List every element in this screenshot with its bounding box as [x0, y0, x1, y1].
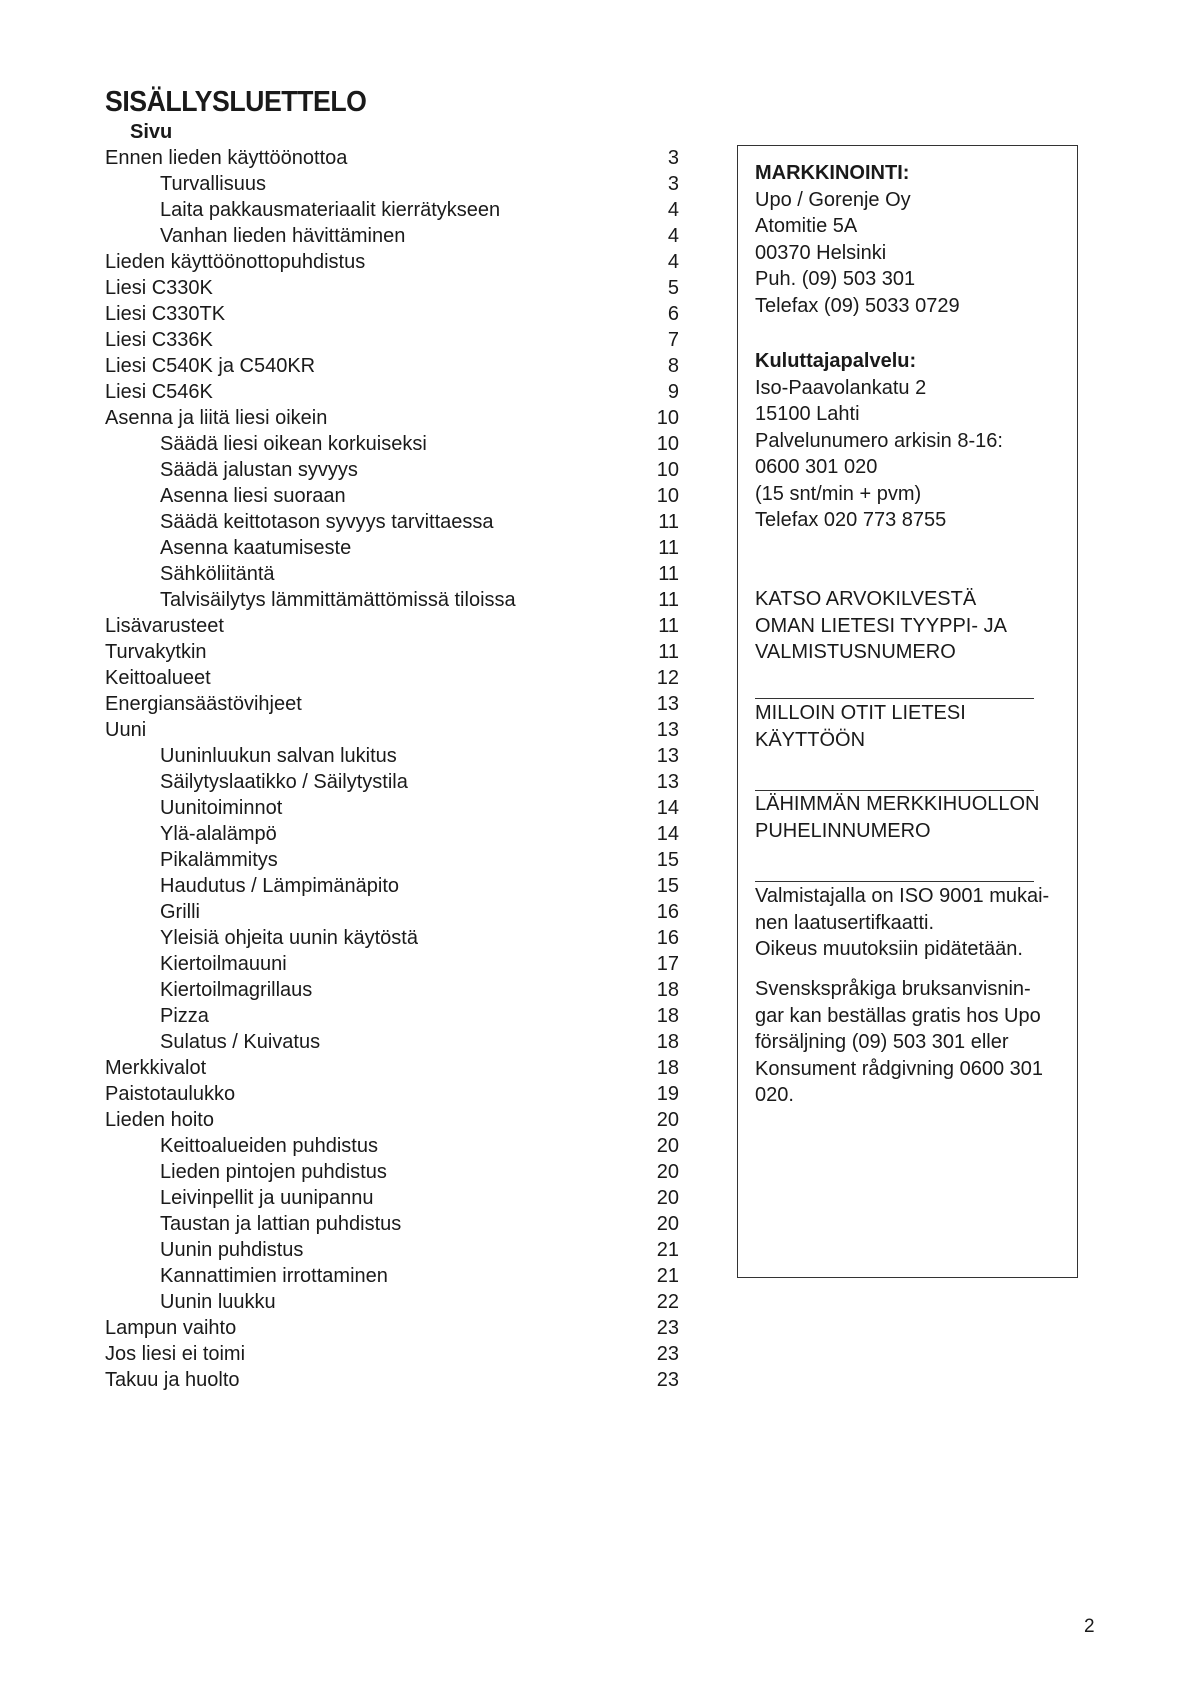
- toc-entry-page: 7: [667, 329, 679, 351]
- toc-entry-label: Liesi C546K: [105, 381, 213, 403]
- toc-entry-page: 10: [656, 485, 679, 507]
- toc-entry: [105, 353, 679, 379]
- toc-entry: [105, 717, 679, 743]
- toc-entry-label: Grilli: [160, 901, 200, 923]
- page-number: 2: [1084, 1616, 1095, 1637]
- note-line: Oikeus muutoksiin pidätetään.: [755, 938, 1023, 960]
- toc-entry-label: Keittoalueiden puhdistus: [160, 1135, 378, 1157]
- toc-entry-label: Haudutus / Lämpimänäpito: [160, 875, 400, 897]
- toc-entry: [105, 145, 679, 171]
- toc-entry-page: 3: [667, 173, 679, 195]
- toc-entry-page: 20: [656, 1213, 679, 1235]
- toc-entry-page: 23: [656, 1317, 679, 1339]
- toc-entry: [105, 665, 679, 691]
- toc-entry-page: 14: [656, 797, 679, 819]
- toc-entry: [105, 561, 679, 587]
- toc-entry-label: Säädä jalustan syvyys: [160, 459, 358, 481]
- toc-entry-label: Sähköliitäntä: [160, 563, 275, 585]
- toc-entry-page: 20: [656, 1161, 679, 1183]
- marketing-heading: MARKKINOINTI:: [755, 162, 910, 184]
- contact-info-box: [737, 145, 1078, 1278]
- toc-entry-page: 8: [667, 355, 679, 377]
- note-line: KÄYTTÖÖN: [755, 728, 866, 751]
- toc-entry: [105, 1211, 679, 1237]
- toc-entry-page: 16: [656, 901, 679, 923]
- toc-entry-page: 15: [656, 849, 679, 871]
- toc-entry-page: 14: [656, 823, 679, 845]
- toc-entry: [105, 379, 679, 405]
- toc-entry-label: Keittoalueet: [105, 667, 211, 689]
- note-line: försäljning (09) 503 301 eller: [755, 1031, 1009, 1053]
- toc-entry-label: Jos liesi ei toimi: [105, 1343, 246, 1365]
- toc-entry-page: 10: [656, 407, 679, 429]
- toc-entry: [105, 899, 679, 925]
- consumer-line: (15 snt/min + pvm): [755, 482, 922, 505]
- toc-entry-page: 22: [656, 1291, 679, 1313]
- toc-entry: [105, 1315, 679, 1341]
- toc-entry-page: 18: [656, 1031, 679, 1053]
- note-line: MILLOIN OTIT LIETESI: [755, 702, 966, 724]
- service-phone-note: [755, 791, 1040, 844]
- toc-entry: [105, 613, 679, 639]
- toc-entry: [105, 275, 679, 301]
- toc-entry: [105, 1289, 679, 1315]
- toc-entry-label: Leivinpellit ja uunipannu: [160, 1187, 374, 1209]
- toc-entry-label: Sulatus / Kuivatus: [160, 1031, 321, 1053]
- consumer-line: Palvelunumero arkisin 8-16:: [755, 429, 1003, 452]
- toc-entry: [105, 1133, 679, 1159]
- toc-entry-label: Talvisäilytys lämmittämättömissä tiloissa: [160, 589, 516, 611]
- toc-entry: [105, 1237, 679, 1263]
- toc-entry-page: 10: [656, 433, 679, 455]
- toc-entry-page: 23: [656, 1343, 679, 1365]
- toc-entry-page: 11: [658, 589, 679, 611]
- marketing-line: Puh. (09) 503 301: [755, 268, 916, 290]
- toc-entry: [105, 249, 679, 275]
- toc-entry: [105, 1003, 679, 1029]
- toc-entry-page: 21: [656, 1265, 679, 1287]
- toc-entry: [105, 1341, 679, 1367]
- toc-entry-label: Liesi C336K: [105, 329, 213, 351]
- marketing-line: Telefax (09) 5033 0729: [755, 294, 960, 317]
- toc-entry-page: 12: [656, 667, 679, 689]
- toc-entry-page: 6: [667, 303, 679, 325]
- toc-entry: [105, 431, 679, 457]
- toc-entry: [105, 301, 679, 327]
- note-line: KATSO ARVOKILVESTÄ: [755, 588, 977, 610]
- toc-entry: [105, 1107, 679, 1133]
- iso-note: [755, 883, 1049, 963]
- swedish-manual-note: [755, 976, 1043, 1109]
- toc-entry-label: Kannattimien irrottaminen: [160, 1265, 388, 1287]
- consumer-line: 0600 301 020: [755, 456, 878, 478]
- toc-entry-label: Säädä keittotason syvyys tarvittaessa: [160, 511, 494, 533]
- toc-entry-page: 5: [667, 277, 679, 299]
- fill-in-line: [755, 698, 1034, 699]
- toc-entry: [105, 769, 679, 795]
- toc-entry-label: Takuu ja huolto: [105, 1369, 240, 1391]
- toc-entry-page: 13: [656, 771, 679, 793]
- toc-entry-page: 11: [658, 563, 679, 585]
- toc-entry: [105, 535, 679, 561]
- note-line: gar kan beställas gratis hos Upo: [755, 1004, 1041, 1027]
- table-of-contents: [105, 145, 679, 1393]
- note-line: Valmistajalla on ISO 9001 mukai-: [755, 885, 1050, 907]
- toc-entry-label: Lieden hoito: [105, 1109, 214, 1131]
- toc-entry-label: Lisävarusteet: [105, 615, 224, 637]
- toc-entry-label: Uunin luukku: [160, 1291, 276, 1313]
- toc-entry-page: 16: [656, 927, 679, 949]
- toc-entry-page: 20: [656, 1187, 679, 1209]
- toc-entry-label: Energiansäästövihjeet: [105, 693, 302, 715]
- toc-entry-page: 18: [656, 1005, 679, 1027]
- toc-entry-label: Ennen lieden käyttöönottoa: [105, 147, 348, 169]
- toc-entry: [105, 1263, 679, 1289]
- toc-entry-page: 4: [667, 251, 679, 273]
- toc-entry: [105, 821, 679, 847]
- toc-entry-label: Uunitoiminnot: [160, 797, 283, 819]
- toc-entry-label: Ylä-alalämpö: [160, 823, 277, 845]
- toc-entry-page: 20: [656, 1109, 679, 1131]
- toc-entry-label: Lieden pintojen puhdistus: [160, 1161, 387, 1183]
- toc-entry-label: Asenna liesi suoraan: [160, 485, 346, 507]
- toc-entry: [105, 951, 679, 977]
- toc-entry: [105, 795, 679, 821]
- toc-entry-label: Lieden käyttöönottopuhdistus: [105, 251, 366, 273]
- toc-entry-page: 23: [656, 1369, 679, 1391]
- toc-entry: [105, 587, 679, 613]
- note-line: 020.: [755, 1084, 794, 1106]
- toc-entry-label: Turvallisuus: [160, 173, 266, 195]
- date-taken-note: [755, 700, 966, 753]
- page-title: SISÄLLYSLUETTELO: [105, 86, 367, 118]
- toc-entry: [105, 509, 679, 535]
- toc-entry: [105, 1159, 679, 1185]
- toc-entry-label: Uunin puhdistus: [160, 1239, 304, 1261]
- toc-entry-label: Uuninluukun salvan lukitus: [160, 745, 397, 767]
- toc-entry-page: 18: [656, 979, 679, 1001]
- consumer-line: Iso-Paavolankatu 2: [755, 376, 927, 399]
- note-line: nen laatusertifkaatti.: [755, 911, 934, 934]
- toc-entry-label: Turvakytkin: [105, 641, 207, 663]
- toc-entry-label: Pizza: [160, 1005, 209, 1027]
- toc-entry-page: 13: [656, 719, 679, 741]
- note-line: PUHELINNUMERO: [755, 819, 931, 842]
- toc-entry-page: 13: [656, 693, 679, 715]
- marketing-block: [755, 160, 960, 319]
- toc-entry: [105, 639, 679, 665]
- toc-entry-label: Lampun vaihto: [105, 1317, 237, 1339]
- toc-entry: [105, 197, 679, 223]
- marketing-line: 00370 Helsinki: [755, 241, 887, 264]
- toc-entry-label: Paistotaulukko: [105, 1083, 236, 1105]
- toc-entry-page: 17: [656, 953, 679, 975]
- consumer-line: Telefax 020 773 8755: [755, 509, 947, 531]
- consumer-heading: Kuluttajapalvelu:: [755, 350, 917, 372]
- toc-entry-label: Säädä liesi oikean korkuiseksi: [160, 433, 427, 455]
- toc-entry-label: Taustan ja lattian puhdistus: [160, 1213, 402, 1235]
- note-line: OMAN LIETESI TYYPPI- JA: [755, 614, 1007, 637]
- toc-entry: [105, 171, 679, 197]
- note-line: VALMISTUSNUMERO: [755, 641, 956, 663]
- toc-entry-page: 11: [658, 615, 679, 637]
- toc-entry-label: Vanhan lieden hävittäminen: [160, 225, 406, 247]
- toc-entry-label: Laita pakkausmateriaalit kierrätykseen: [160, 199, 501, 221]
- toc-entry: [105, 873, 679, 899]
- toc-entry-page: 10: [656, 459, 679, 481]
- toc-entry-page: 18: [656, 1057, 679, 1079]
- toc-entry-label: Säilytyslaatikko / Säilytystila: [160, 771, 408, 793]
- toc-entry: [105, 977, 679, 1003]
- toc-entry: [105, 691, 679, 717]
- toc-entry-label: Liesi C540K ja C540KR: [105, 355, 316, 377]
- toc-entry: [105, 223, 679, 249]
- note-line: LÄHIMMÄN MERKKIHUOLLON: [755, 793, 1040, 815]
- toc-entry-page: 4: [667, 225, 679, 247]
- toc-entry-label: Liesi C330K: [105, 277, 213, 299]
- note-line: Svenskspråkiga bruksanvisnin-: [755, 978, 1031, 1000]
- rating-plate-note: [755, 586, 1007, 666]
- toc-entry-page: 9: [667, 381, 679, 403]
- consumer-service-block: [755, 348, 1003, 534]
- toc-entry-page: 11: [658, 537, 679, 559]
- toc-entry-label: Merkkivalot: [105, 1057, 207, 1079]
- consumer-line: 15100 Lahti: [755, 403, 860, 425]
- toc-entry-page: 4: [667, 199, 679, 221]
- toc-entry: [105, 1055, 679, 1081]
- toc-entry-page: 11: [658, 641, 679, 663]
- toc-entry: [105, 1081, 679, 1107]
- marketing-line: Atomitie 5A: [755, 215, 858, 237]
- toc-entry-label: Asenna kaatumiseste: [160, 537, 352, 559]
- toc-entry-page: 15: [656, 875, 679, 897]
- toc-entry-page: 3: [667, 147, 679, 169]
- toc-entry: [105, 1185, 679, 1211]
- toc-entry: [105, 1367, 679, 1393]
- toc-entry: [105, 1029, 679, 1055]
- toc-entry: [105, 405, 679, 431]
- page-column-header: Sivu: [130, 121, 173, 143]
- toc-entry-label: Liesi C330TK: [105, 303, 226, 325]
- toc-entry: [105, 925, 679, 951]
- toc-entry-label: Kiertoilmagrillaus: [160, 979, 313, 1001]
- note-line: Konsument rådgivning 0600 301: [755, 1057, 1043, 1080]
- toc-entry: [105, 327, 679, 353]
- fill-in-line: [755, 881, 1034, 882]
- toc-entry: [105, 457, 679, 483]
- toc-entry-page: 13: [656, 745, 679, 767]
- marketing-line: Upo / Gorenje Oy: [755, 188, 911, 211]
- toc-entry-label: Asenna ja liitä liesi oikein: [105, 407, 328, 429]
- toc-entry-page: 11: [658, 511, 679, 533]
- toc-entry-label: Yleisiä ohjeita uunin käytöstä: [160, 927, 418, 949]
- toc-entry-page: 20: [656, 1135, 679, 1157]
- toc-entry: [105, 743, 679, 769]
- toc-entry-page: 21: [656, 1239, 679, 1261]
- toc-entry: [105, 847, 679, 873]
- toc-entry-label: Uuni: [105, 719, 147, 741]
- toc-entry-page: 19: [656, 1083, 679, 1105]
- toc-entry-label: Pikalämmitys: [160, 849, 278, 871]
- toc-entry-label: Kiertoilmauuni: [160, 953, 287, 975]
- toc-entry: [105, 483, 679, 509]
